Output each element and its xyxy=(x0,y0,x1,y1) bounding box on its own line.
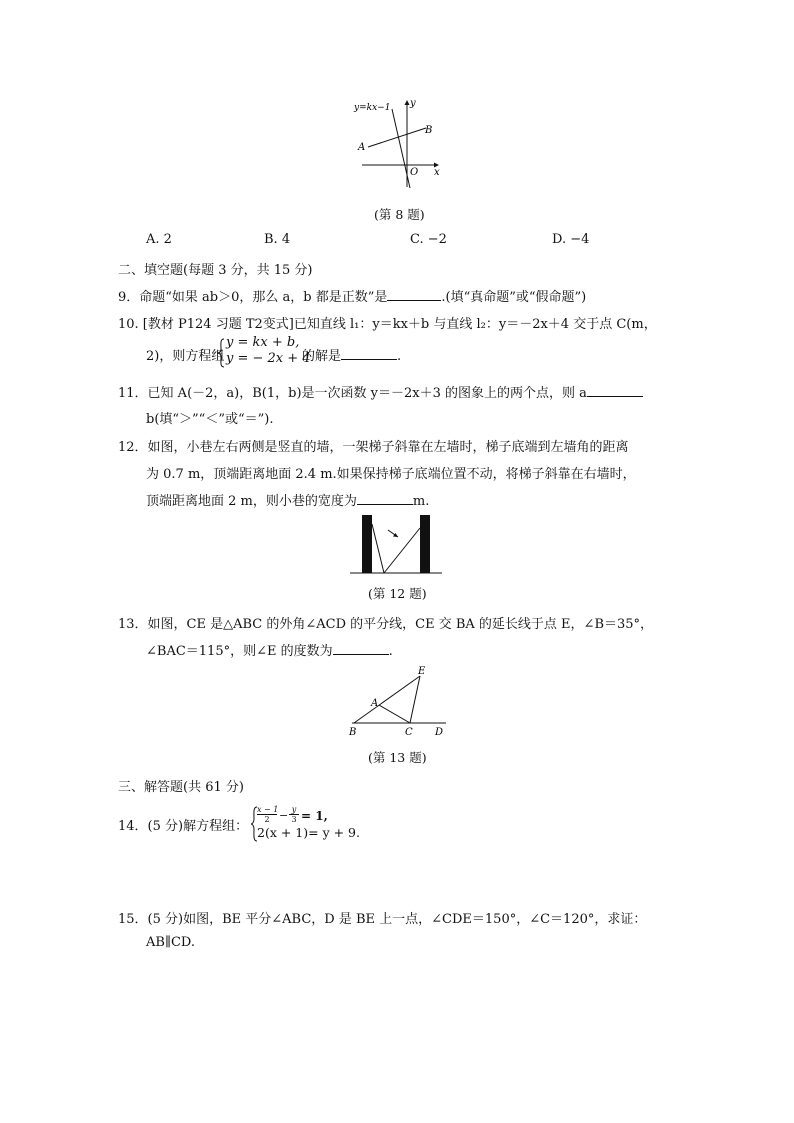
fig8-x-label: x xyxy=(434,167,440,178)
fig13-line-ac xyxy=(379,705,410,723)
q10-eq2: y = − 2x + 4 xyxy=(226,351,311,366)
question-13-line-1: 13．如图，CE 是△ABC 的外角∠ACD 的平分线，CE 交 BA 的延长线于点 E，∠B＝35°， xyxy=(118,617,654,632)
q10-suffix: 的解是 xyxy=(302,349,342,364)
fig8-y-arrow xyxy=(405,100,410,105)
q12-answer-blank[interactable] xyxy=(357,492,413,505)
fig12-right-wall xyxy=(420,515,430,573)
fig13-caption: (第 13 题) xyxy=(368,750,427,765)
section-2-title: 二、填空题(每题 3 分，共 15 分) xyxy=(118,263,313,278)
question-11-line-1 xyxy=(118,382,643,401)
fig13-e-label: E xyxy=(418,666,426,677)
q13-end: . xyxy=(388,644,393,659)
question-15-line-2: AB∥CD. xyxy=(146,935,195,950)
fig13-a-label: A xyxy=(371,698,379,709)
question-15-line-1: 15．(5 分)如图，BE 平分∠ABC，D 是 BE 上一点，∠CDE＝150°，∠C＝120°，求证： xyxy=(118,912,647,927)
figure-12 xyxy=(350,512,444,578)
q11-answer-blank[interactable] xyxy=(587,384,643,397)
q9-text: 9．命题“如果 ab＞0，那么 a，b 都是正数”是 xyxy=(118,290,388,305)
q14-minus: − xyxy=(279,809,289,822)
question-13-line-2 xyxy=(146,640,393,659)
q9-tail: .(填“真命题”或“假命题”) xyxy=(441,290,587,305)
q12-unit: m. xyxy=(412,494,430,509)
q10-answer-blank[interactable] xyxy=(341,347,397,360)
fig12-left-wall xyxy=(362,515,372,573)
q10-end: . xyxy=(397,349,402,364)
option-c: C. −2 xyxy=(410,232,447,247)
q10-tail xyxy=(302,345,401,364)
fig13-c-label: C xyxy=(405,727,413,738)
fig8-a-label: A xyxy=(358,142,366,153)
option-b: B. 4 xyxy=(264,232,291,247)
fig12-ladder-right xyxy=(384,528,420,573)
q10-eq1: y = kx + b, xyxy=(226,335,300,350)
option-a: A. 2 xyxy=(146,232,172,247)
q13-line-2-text: ∠BAC＝115°，则∠E 的度数为 xyxy=(146,644,333,659)
q10-prefix: 2)，则方程组 xyxy=(146,349,225,364)
question-10-line-2 xyxy=(146,345,224,364)
section-3-title: 三、解答题(共 61 分) xyxy=(118,780,244,795)
q14-f2-den: 3 xyxy=(291,815,297,824)
q14-f1-num: x − 1 xyxy=(257,805,279,814)
fig8-y-label: y xyxy=(410,98,416,109)
q13-answer-blank[interactable] xyxy=(333,642,389,655)
question-11-line-2: b(填“＞”“＜”或“＝”). xyxy=(146,412,274,427)
option-d: D. −4 xyxy=(552,232,590,247)
fig8-line-label: y=kx−1 xyxy=(354,103,391,113)
figure-8 xyxy=(350,95,450,195)
fig13-line-be xyxy=(354,676,420,723)
q14-eq2: 2(x + 1)= y + 9. xyxy=(257,825,360,840)
question-9 xyxy=(118,286,586,305)
q11-line-1-text: 11．已知 A(－2，a)，B(1，b)是一次函数 y＝－2x＋3 的图象上的两个点，则 a xyxy=(118,386,587,401)
fig8-b-label: B xyxy=(425,125,433,136)
question-10-line-1: 10. [教材 P124 习题 T2变式]已知直线 l₁：y＝kx＋b 与直线 l₂：y＝－2x＋4 交于点 C(m， xyxy=(118,317,657,332)
fig12-ladder-left xyxy=(372,524,384,573)
fig8-caption: (第 8 题) xyxy=(374,207,425,222)
fig8-origin-label: O xyxy=(410,167,419,178)
q14-f1-den: 2 xyxy=(264,815,270,824)
q10-brace xyxy=(216,338,226,368)
question-12-line-2: 为 0.7 m，顶端距离地面 2.4 m.如果保持梯子底端位置不动，将梯子斜靠在右墙时， xyxy=(146,467,636,482)
q14-f2-num: y xyxy=(291,805,297,814)
fig13-d-label: D xyxy=(435,727,444,738)
fig13-line-ce xyxy=(410,676,420,723)
question-12-line-1: 12．如图，小巷左右两侧是竖直的墙，一架梯子斜靠在左墙时，梯子底端到左墙角的距离 xyxy=(118,440,629,455)
q12-line-3-text: 顶端距离地面 2 m，则小巷的宽度为 xyxy=(146,494,357,509)
q9-answer-blank[interactable] xyxy=(387,288,441,301)
q14-eq1-tail: = 1, xyxy=(301,809,328,823)
fig13-b-label: B xyxy=(349,727,357,738)
figure-13 xyxy=(346,664,452,740)
question-14-prefix: 14．(5 分)解方程组： xyxy=(118,819,249,834)
fig12-caption: (第 12 题) xyxy=(368,586,427,601)
question-12-line-3 xyxy=(146,490,429,509)
